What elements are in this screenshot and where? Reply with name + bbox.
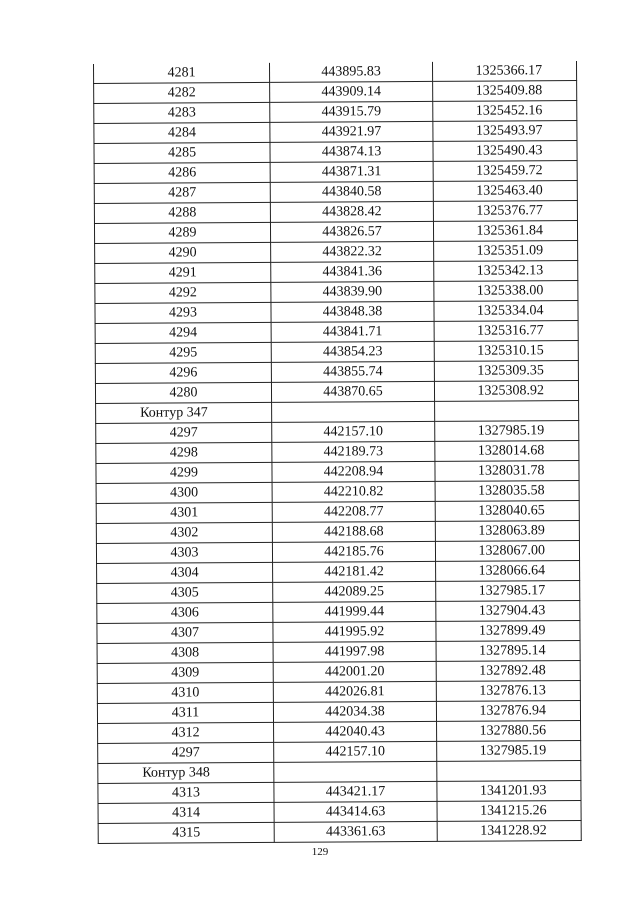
table-row [97,641,580,664]
point-number-cell: 4294 [95,322,271,343]
x-coordinate-cell: 442185.76 [272,541,435,562]
point-number-cell: 4302 [96,522,272,543]
y-coordinate-cell: 1325409.88 [433,81,577,102]
coordinates-table-body [93,61,581,843]
table-row [96,521,579,544]
y-coordinate-cell [435,401,579,422]
y-coordinate-cell: 1325376.77 [433,201,577,222]
x-coordinate-cell [272,401,435,422]
point-number-cell: 4293 [95,302,271,323]
y-coordinate-cell: 1327892.48 [436,661,580,682]
point-number-cell: 4312 [98,722,274,743]
page-number: 129 [311,846,329,858]
x-coordinate-cell: 442034.38 [273,701,436,722]
table-row [98,801,581,824]
table-row [97,701,580,724]
x-coordinate-cell: 442210.82 [272,481,435,502]
y-coordinate-cell: 1327899.49 [436,621,580,642]
table-row [96,421,579,444]
y-coordinate-cell: 1325459.72 [433,161,577,182]
x-coordinate-cell: 443828.42 [270,201,433,222]
table-row [95,301,578,324]
x-coordinate-cell: 443839.90 [271,281,434,302]
y-coordinate-cell: 1327876.94 [436,701,580,722]
y-coordinate-cell: 1325463.40 [433,181,577,202]
point-number-cell: 4296 [95,362,271,383]
table-row [97,661,580,684]
x-coordinate-cell: 442188.68 [272,521,435,542]
table-row [94,181,577,204]
x-coordinate-cell: 443841.71 [271,321,434,342]
point-number-cell: 4283 [94,102,270,123]
x-coordinate-cell: 443848.38 [271,301,434,322]
table-row [95,241,578,264]
x-coordinate-cell: 443361.63 [274,821,437,842]
point-number-cell: 4288 [94,202,270,223]
y-coordinate-cell: 1327880.56 [437,721,581,742]
x-coordinate-cell: 443826.57 [270,221,433,242]
point-number-cell: 4303 [96,542,272,563]
point-number-cell: 4291 [95,262,271,283]
table-row [97,621,580,644]
x-coordinate-cell: 443870.65 [271,381,434,402]
y-coordinate-cell: 1327985.19 [435,421,579,442]
x-coordinate-cell: 443854.23 [271,341,434,362]
x-coordinate-cell: 441997.98 [273,641,436,662]
point-number-cell: 4310 [97,682,273,703]
point-number-cell: 4290 [95,242,271,263]
x-coordinate-cell: 442089.25 [273,581,436,602]
table-row [96,481,579,504]
table-row [96,541,579,564]
y-coordinate-cell: 1325361.84 [433,221,577,242]
y-coordinate-cell: 1325366.17 [432,61,576,81]
x-coordinate-cell: 443855.74 [271,361,434,382]
table-row [96,461,579,484]
table-row [97,601,580,624]
y-coordinate-cell: 1325351.09 [434,241,578,262]
x-coordinate-cell [274,761,437,782]
table-row [95,261,578,284]
contour-label-cell: Контур 347 [96,402,272,423]
y-coordinate-cell: 1325490.43 [433,141,577,162]
x-coordinate-cell: 443921.97 [270,121,433,142]
table-row [94,81,577,104]
table-row [98,781,581,804]
table-row [97,561,580,584]
x-coordinate-cell: 443871.31 [270,161,433,182]
table-row [94,101,577,124]
x-coordinate-cell: 442189.73 [272,441,435,462]
x-coordinate-cell: 442026.81 [273,681,436,702]
point-number-cell: 4304 [97,562,273,583]
point-number-cell: 4286 [94,162,270,183]
y-coordinate-cell: 1341201.93 [437,781,581,802]
y-coordinate-cell: 1327895.14 [436,641,580,662]
table-row [98,741,581,764]
y-coordinate-cell: 1327985.17 [436,581,580,602]
table-row [94,121,577,144]
point-number-cell: 4311 [97,702,273,723]
point-number-cell: 4282 [94,82,270,103]
point-number-cell: 4309 [97,662,273,683]
point-number-cell: 4281 [93,63,269,84]
x-coordinate-cell: 443915.79 [270,101,433,122]
y-coordinate-cell: 1325342.13 [434,261,578,282]
point-number-cell: 4306 [97,602,273,623]
x-coordinate-cell: 443840.58 [270,181,433,202]
x-coordinate-cell: 442157.10 [274,741,437,762]
point-number-cell: 4305 [97,582,273,603]
table-row [96,501,579,524]
y-coordinate-cell: 1341228.92 [437,821,581,842]
point-number-cell: 4314 [98,802,274,823]
table-row [95,281,578,304]
y-coordinate-cell: 1325309.35 [434,361,578,382]
point-number-cell: 4297 [96,422,272,443]
point-number-cell: 4300 [96,482,272,503]
point-number-cell: 4308 [97,642,273,663]
point-number-cell: 4315 [98,822,274,843]
point-number-cell: 4313 [98,782,274,803]
y-coordinate-cell: 1327985.19 [437,741,581,762]
point-number-cell: 4299 [96,462,272,483]
point-number-cell: 4292 [95,282,271,303]
x-coordinate-cell: 441999.44 [273,601,436,622]
table-row [94,201,577,224]
y-coordinate-cell: 1328014.68 [435,441,579,462]
y-coordinate-cell: 1325316.77 [434,321,578,342]
y-coordinate-cell: 1325338.00 [434,281,578,302]
x-coordinate-cell: 443421.17 [274,781,437,802]
table-row [95,341,578,364]
x-coordinate-cell: 442208.77 [272,501,435,522]
table-row [98,821,581,844]
y-coordinate-cell [437,761,581,782]
table-row [95,381,578,404]
point-number-cell: 4297 [98,742,274,763]
point-number-cell: 4280 [95,382,271,403]
table-row [94,141,577,164]
table-row [94,221,577,244]
table-row [94,161,577,184]
y-coordinate-cell: 1328035.58 [435,481,579,502]
table-row [97,581,580,604]
point-number-cell: 4298 [96,442,272,463]
table-row [95,321,578,344]
table-row [95,361,578,384]
point-number-cell: 4284 [94,122,270,143]
y-coordinate-cell: 1325493.97 [433,121,577,142]
y-coordinate-cell: 1328066.64 [436,561,580,582]
y-coordinate-cell: 1325308.92 [434,381,578,402]
y-coordinate-cell: 1327904.43 [436,601,580,622]
x-coordinate-cell: 442001.20 [273,661,436,682]
y-coordinate-cell: 1328067.00 [435,541,579,562]
y-coordinate-cell: 1328031.78 [435,461,579,482]
table-row [96,441,579,464]
x-coordinate-cell: 442181.42 [273,561,436,582]
x-coordinate-cell: 443895.83 [269,62,432,82]
point-number-cell: 4295 [95,342,271,363]
point-number-cell: 4287 [94,182,270,203]
x-coordinate-cell: 442208.94 [272,461,435,482]
x-coordinate-cell: 443414.63 [274,801,437,822]
table-row [97,681,580,704]
x-coordinate-cell: 441995.92 [273,621,436,642]
point-number-cell: 4285 [94,142,270,163]
point-number-cell: 4307 [97,622,273,643]
x-coordinate-cell: 442040.43 [274,721,437,742]
y-coordinate-cell: 1325334.04 [434,301,578,322]
contour-label-cell: Контур 348 [98,762,274,783]
table-row [98,721,581,744]
x-coordinate-cell: 443822.32 [271,241,434,262]
y-coordinate-cell: 1328063.89 [435,521,579,542]
y-coordinate-cell: 1325452.16 [433,101,577,122]
point-number-cell: 4301 [96,502,272,523]
coordinates-table [93,61,582,844]
x-coordinate-cell: 443841.36 [271,261,434,282]
y-coordinate-cell: 1328040.65 [435,501,579,522]
y-coordinate-cell: 1341215.26 [437,801,581,822]
x-coordinate-cell: 442157.10 [272,421,435,442]
x-coordinate-cell: 443874.13 [270,141,433,162]
point-number-cell: 4289 [94,222,270,243]
table-row [93,61,576,83]
x-coordinate-cell: 443909.14 [270,81,433,102]
y-coordinate-cell: 1327876.13 [436,681,580,702]
y-coordinate-cell: 1325310.15 [434,341,578,362]
